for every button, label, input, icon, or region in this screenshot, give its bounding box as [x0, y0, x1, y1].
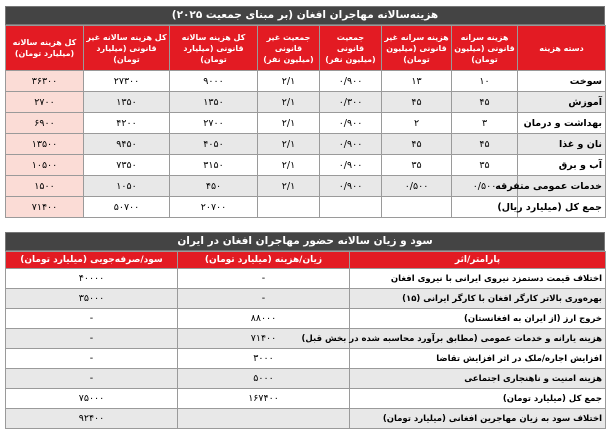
row-label: آب و برق: [518, 155, 606, 176]
table1-title: هزینه‌سالانه مهاجران افغان (بر مبنای جمعیت ۲۰۲۵): [5, 6, 605, 25]
row-label: جمع کل (میلیارد تومان): [350, 389, 606, 409]
row-label: آموزش: [518, 92, 606, 113]
row-label: خروج ارز (از ایران به افغانستان): [350, 309, 606, 329]
cell: ۰/۵۰۰: [452, 176, 518, 197]
annual-cost-table: [5, 25, 606, 218]
cell-cost: -: [178, 289, 350, 309]
table-row: [6, 269, 606, 289]
cell-cost: [178, 409, 350, 429]
cell: ۷۳۵۰: [84, 155, 170, 176]
cell: ۱۳: [382, 71, 452, 92]
row-label: خدمات عمومی متفرقه: [518, 176, 606, 197]
cell: ۳۱۵۰: [170, 155, 258, 176]
header-grand-total: کل هزینه سالانه (میلیارد تومان): [6, 26, 84, 71]
cell-total: ۱۵۰۰: [6, 176, 84, 197]
header-legal-per-capita: هزینه سرانه قانونی (میلیون تومان): [452, 26, 518, 71]
row-label: افزایش اجاره/ملک در اثر افزایش تقاضا: [350, 349, 606, 369]
cell: [258, 197, 320, 218]
cell: ۲۷۰۰: [170, 113, 258, 134]
header-legal-total: کل هزینه سالانه قانونی (میلیارد تومان): [170, 26, 258, 71]
cell: ۰/۹۰۰: [320, 134, 382, 155]
cell-total: ۱۳۵۰۰: [6, 134, 84, 155]
cell-cost: ۳۰۰۰: [178, 349, 350, 369]
row-label: جمع کل (میلیارد ریال): [518, 197, 606, 218]
cell: ۲: [382, 113, 452, 134]
cell: ۰/۹۰۰: [320, 176, 382, 197]
cell: ۱۳۵۰: [84, 92, 170, 113]
row-label: اختلاف سود به زیان مهاجرین افغانی (میلیارد تومان): [350, 409, 606, 429]
header-illegal-population: جمعیت غیر قانونی (میلیون نفر): [258, 26, 320, 71]
row-label: هزینه امنیت و ناهنجاری اجتماعی: [350, 369, 606, 389]
cell: ۰/۹۰۰: [320, 71, 382, 92]
report: [5, 6, 605, 429]
cell: ۲/۱: [258, 176, 320, 197]
header-illegal-per-capita: هزینه سرانه غیر قانونی (میلیون تومان): [382, 26, 452, 71]
table-row: [6, 329, 606, 349]
cell: ۲/۱: [258, 134, 320, 155]
cell: [382, 197, 452, 218]
header-illegal-total: کل هزینه سالانه غیر قانونی (میلیارد تومان): [84, 26, 170, 71]
cell: ۳: [452, 113, 518, 134]
row-label: بهره‌وری بالاتر کارگر افغان با کارگر ایرانی (۱۵): [350, 289, 606, 309]
cell: ۰/۹۰۰: [320, 155, 382, 176]
row-label: سوخت: [518, 71, 606, 92]
header-legal-population: جمعیت قانونی (میلیون نفر): [320, 26, 382, 71]
cell: ۹۴۵۰: [84, 134, 170, 155]
cell: ۲۰۷۰۰: [170, 197, 258, 218]
table2-header-row: [6, 252, 606, 269]
cell-total: ۶۹۰۰: [6, 113, 84, 134]
cell: ۴۲۰۰: [84, 113, 170, 134]
cell-cost: ۵۰۰۰: [178, 369, 350, 389]
cell-benefit: -: [6, 329, 178, 349]
cell: ۱۰۵۰: [84, 176, 170, 197]
cell: ۴۵: [382, 92, 452, 113]
table-row: [6, 71, 606, 92]
table-total-row: [6, 197, 606, 218]
cell: [320, 197, 382, 218]
cell-benefit: ۷۵۰۰۰: [6, 389, 178, 409]
header-parameter: پارامتر/اثر: [350, 252, 606, 269]
cell: ۴۵: [452, 92, 518, 113]
cell-total: ۱۰۵۰۰: [6, 155, 84, 176]
cell: ۱۰: [452, 71, 518, 92]
table-total-row: [6, 389, 606, 409]
cell: ۲۷۳۰۰: [84, 71, 170, 92]
cell-benefit: -: [6, 309, 178, 329]
row-label: نان و غذا: [518, 134, 606, 155]
cell-cost: ۷۱۴۰۰: [178, 329, 350, 349]
cell: ۴۵: [452, 134, 518, 155]
cell: ۴۵۰: [170, 176, 258, 197]
cell-benefit: ۴۰۰۰۰: [6, 269, 178, 289]
cell-benefit: ۳۵۰۰۰: [6, 289, 178, 309]
cell-total: ۳۶۳۰۰: [6, 71, 84, 92]
table-row: [6, 176, 606, 197]
row-label: بهداشت و درمان: [518, 113, 606, 134]
cell: ۹۰۰۰: [170, 71, 258, 92]
table-row: [6, 134, 606, 155]
table-row: [6, 349, 606, 369]
header-category: دسته هزینه: [518, 26, 606, 71]
table-difference-row: [6, 409, 606, 429]
cell: ۵۰۷۰۰: [84, 197, 170, 218]
cell-cost: -: [178, 269, 350, 289]
cell: ۲/۱: [258, 155, 320, 176]
cell: ۴۵: [382, 134, 452, 155]
row-label: اختلاف قیمت دستمزد نیروی ایرانی با نیروی افغان: [350, 269, 606, 289]
cell-benefit: -: [6, 349, 178, 369]
cell: ۲/۱: [258, 113, 320, 134]
cell: ۳۵: [452, 155, 518, 176]
cell: ۱۳۵۰: [170, 92, 258, 113]
cell-total: ۲۷۰۰: [6, 92, 84, 113]
cell-benefit: -: [6, 369, 178, 389]
cell-cost: ۸۸۰۰۰: [178, 309, 350, 329]
table-row: [6, 155, 606, 176]
cell: ۲/۱: [258, 71, 320, 92]
header-cost: زیان/هزینه (میلیارد تومان): [178, 252, 350, 269]
header-benefit: سود/صرفه‌جویی (میلیارد تومان): [6, 252, 178, 269]
cell: ۴۰۵۰: [170, 134, 258, 155]
cell: ۳۵: [382, 155, 452, 176]
cell-benefit: ۹۲۴۰۰: [6, 409, 178, 429]
table-row: [6, 92, 606, 113]
profit-loss-table: [5, 251, 606, 429]
cell: ۲/۱: [258, 92, 320, 113]
table2-title: سود و زیان سالانه حضور مهاجران افغان در ایران: [5, 232, 605, 251]
cell-cost: ۱۶۷۴۰۰: [178, 389, 350, 409]
table1-header-row: [6, 26, 606, 71]
table-row: [6, 113, 606, 134]
table-row: [6, 369, 606, 389]
cell: ۰/۹۰۰: [320, 113, 382, 134]
cell-total: ۷۱۴۰۰: [6, 197, 84, 218]
cell: ۰/۵۰۰: [382, 176, 452, 197]
cell: ۰/۳۰۰: [320, 92, 382, 113]
table-row: [6, 289, 606, 309]
row-label: هزینه یارانه و خدمات عمومی (مطابق برآورد محاسبه شده در بخش قبل): [350, 329, 606, 349]
table-row: [6, 309, 606, 329]
